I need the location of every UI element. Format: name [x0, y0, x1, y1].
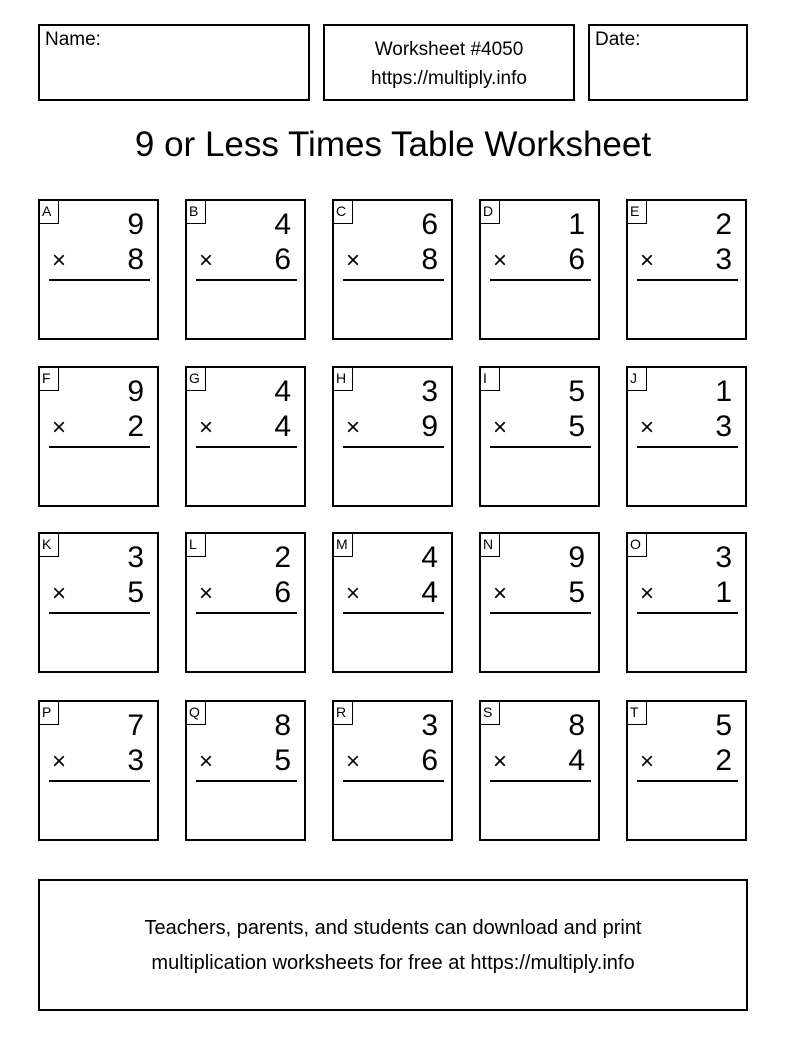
worksheet-url: https://multiply.info — [371, 68, 527, 89]
problem-letter: S — [481, 702, 500, 725]
answer-line — [490, 279, 591, 281]
multiplicand: 3 — [421, 375, 438, 408]
answer-line — [49, 446, 150, 448]
problem-letter: G — [187, 368, 206, 391]
problem-letter: A — [40, 201, 59, 224]
answer-line — [49, 612, 150, 614]
answer-line — [49, 279, 150, 281]
multiplicand: 1 — [715, 375, 732, 408]
multiplier: 6 — [274, 576, 291, 609]
name-box[interactable] — [38, 24, 310, 101]
multiplicand: 9 — [127, 208, 144, 241]
problem-card[interactable] — [185, 532, 306, 673]
multiplier: 5 — [274, 744, 291, 777]
answer-line — [637, 780, 738, 782]
answer-line — [343, 612, 444, 614]
problem-letter: E — [628, 201, 647, 224]
page-title: 9 or Less Times Table Worksheet — [134, 125, 652, 164]
multiplier: 9 — [421, 410, 438, 443]
multiplicand: 3 — [127, 541, 144, 574]
problem-card[interactable] — [479, 366, 600, 507]
problem-letter: T — [628, 702, 647, 725]
footer-line-2: multiplication worksheets for free at https://multiply.info — [151, 952, 635, 974]
multiplicand: 8 — [568, 709, 585, 742]
problem-card[interactable] — [479, 700, 600, 841]
multiplier: 2 — [715, 744, 732, 777]
answer-line — [490, 446, 591, 448]
answer-line — [196, 446, 297, 448]
problem-card[interactable] — [626, 199, 747, 340]
problem-card[interactable] — [332, 532, 453, 673]
multiplicand: 5 — [568, 375, 585, 408]
problem-card[interactable] — [332, 700, 453, 841]
multiply-sign: × — [493, 414, 508, 441]
multiplicand: 2 — [274, 541, 291, 574]
multiplicand: 4 — [274, 375, 291, 408]
footer-box — [38, 879, 748, 1011]
multiplier: 3 — [127, 744, 144, 777]
multiply-sign: × — [199, 247, 214, 274]
problem-card[interactable] — [185, 700, 306, 841]
problem-letter: J — [628, 368, 647, 391]
problem-letter: C — [334, 201, 353, 224]
problem-card[interactable] — [479, 532, 600, 673]
multiplicand: 4 — [274, 208, 291, 241]
multiplier: 1 — [715, 576, 732, 609]
multiplier: 6 — [421, 744, 438, 777]
multiply-sign: × — [346, 414, 361, 441]
multiply-sign: × — [493, 247, 508, 274]
multiply-sign: × — [640, 748, 655, 775]
answer-line — [637, 612, 738, 614]
answer-line — [196, 612, 297, 614]
multiplier: 4 — [274, 410, 291, 443]
problem-card[interactable] — [332, 366, 453, 507]
multiply-sign: × — [52, 414, 67, 441]
problem-letter: L — [187, 534, 206, 557]
problem-card[interactable] — [626, 700, 747, 841]
multiplier: 3 — [715, 243, 732, 276]
multiply-sign: × — [346, 247, 361, 274]
multiplicand: 5 — [715, 709, 732, 742]
multiply-sign: × — [346, 580, 361, 607]
answer-line — [196, 780, 297, 782]
multiplier: 6 — [274, 243, 291, 276]
worksheet-number: Worksheet #4050 — [374, 39, 524, 60]
problem-letter: P — [40, 702, 59, 725]
name-label: Name: — [45, 29, 101, 50]
multiply-sign: × — [199, 580, 214, 607]
problem-letter: N — [481, 534, 500, 557]
multiply-sign: × — [640, 414, 655, 441]
answer-line — [343, 279, 444, 281]
multiply-sign: × — [199, 414, 214, 441]
problem-letter: B — [187, 201, 206, 224]
multiply-sign: × — [52, 580, 67, 607]
date-label: Date: — [595, 29, 641, 50]
multiplicand: 6 — [421, 208, 438, 241]
problem-card[interactable] — [185, 199, 306, 340]
answer-line — [196, 279, 297, 281]
footer-line-1: Teachers, parents, and students can download and print — [144, 917, 642, 939]
multiplicand: 3 — [421, 709, 438, 742]
problem-letter: M — [334, 534, 353, 557]
problem-card[interactable] — [38, 532, 159, 673]
multiplier: 5 — [568, 576, 585, 609]
date-box[interactable] — [588, 24, 748, 101]
problem-card[interactable] — [185, 366, 306, 507]
problem-letter: R — [334, 702, 353, 725]
multiplier: 5 — [568, 410, 585, 443]
problem-card[interactable] — [626, 366, 747, 507]
answer-line — [49, 780, 150, 782]
answer-line — [490, 780, 591, 782]
answer-line — [343, 446, 444, 448]
multiplier: 4 — [568, 744, 585, 777]
multiplicand: 9 — [127, 375, 144, 408]
problem-card[interactable] — [332, 199, 453, 340]
answer-line — [343, 780, 444, 782]
multiplier: 2 — [127, 410, 144, 443]
multiply-sign: × — [493, 748, 508, 775]
answer-line — [490, 612, 591, 614]
problem-letter: I — [481, 368, 500, 391]
multiplier: 8 — [421, 243, 438, 276]
multiplicand: 4 — [421, 541, 438, 574]
problem-card[interactable] — [38, 700, 159, 841]
problem-card[interactable] — [479, 199, 600, 340]
multiplier: 3 — [715, 410, 732, 443]
problem-letter: O — [628, 534, 647, 557]
multiplier: 8 — [127, 243, 144, 276]
multiplicand: 7 — [127, 709, 144, 742]
problem-letter: K — [40, 534, 59, 557]
multiply-sign: × — [52, 748, 67, 775]
multiply-sign: × — [346, 748, 361, 775]
multiply-sign: × — [52, 247, 67, 274]
multiplicand: 8 — [274, 709, 291, 742]
worksheet-info-box — [323, 24, 575, 101]
multiplier: 6 — [568, 243, 585, 276]
problem-card[interactable] — [626, 532, 747, 673]
problem-card[interactable] — [38, 199, 159, 340]
multiply-sign: × — [640, 247, 655, 274]
problem-letter: D — [481, 201, 500, 224]
multiplicand: 1 — [568, 208, 585, 241]
multiply-sign: × — [493, 580, 508, 607]
multiplicand: 3 — [715, 541, 732, 574]
multiplier: 4 — [421, 576, 438, 609]
problem-card[interactable] — [38, 366, 159, 507]
answer-line — [637, 446, 738, 448]
multiplier: 5 — [127, 576, 144, 609]
answer-line — [637, 279, 738, 281]
problem-letter: Q — [187, 702, 206, 725]
multiply-sign: × — [199, 748, 214, 775]
multiplicand: 2 — [715, 208, 732, 241]
multiply-sign: × — [640, 580, 655, 607]
problem-letter: F — [40, 368, 59, 391]
multiplicand: 9 — [568, 541, 585, 574]
problem-letter: H — [334, 368, 353, 391]
